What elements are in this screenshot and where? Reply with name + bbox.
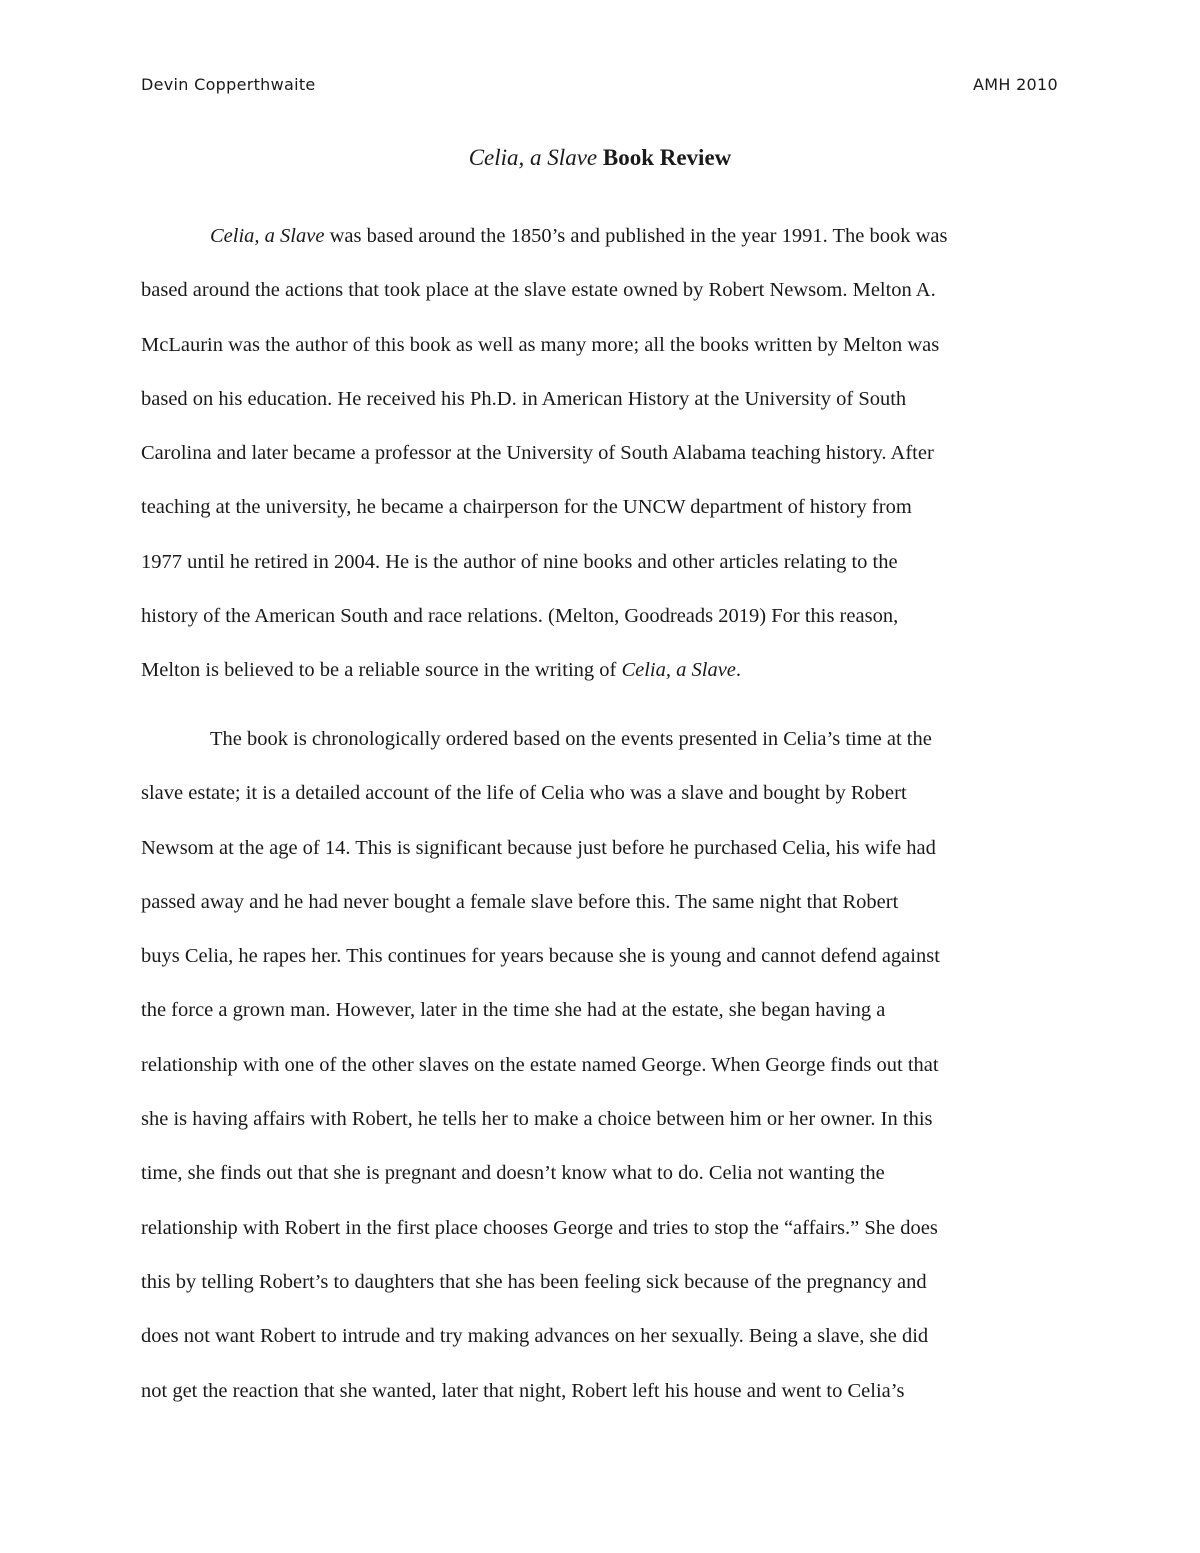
paragraph-line — [141, 643, 1059, 697]
paragraph-line: buys Celia, he rapes her. This continues for years because she is young and cannot defend against — [141, 945, 940, 968]
paragraph-line: relationship with Robert in the first place chooses George and tries to stop the “affairs.” She does — [141, 1216, 938, 1239]
paragraph-line: this by telling Robert’s to daughters that she has been feeling sick because of the pregnancy and — [141, 1270, 927, 1293]
title-book-name: Celia, a Slave — [468, 145, 598, 170]
paragraph-line: not get the reaction that she wanted, later that night, Robert left his house and went to Celia’s — [141, 1379, 905, 1402]
paragraph-line: based around the actions that took place at the slave estate owned by Robert Newsom. Melton A. — [141, 279, 936, 302]
book-title-inline: Celia, a Slave — [210, 225, 325, 247]
paragraph-line: teaching at the university, he became a chairperson for the UNCW department of history from — [141, 496, 912, 519]
paragraph-text: Melton is believed to be a reliable source in the writing of — [141, 659, 622, 682]
paragraph-line: history of the American South and race relations. (Melton, Goodreads 2019) For this reason, — [141, 605, 899, 628]
paragraph-line: she is having affairs with Robert, he tells her to make a choice between him or her owner. In this — [141, 1108, 933, 1131]
paragraph-line: passed away and he had never bought a female slave before this. The same night that Robert — [141, 890, 899, 913]
paragraph-line: slave estate; it is a detailed account of the life of Celia who was a slave and bought by Robert — [141, 782, 907, 805]
page-title — [0, 143, 1200, 173]
paragraph-1 — [141, 209, 1059, 698]
paragraph-line: time, she finds out that she is pregnant and doesn’t know what to do. Celia not wanting the — [141, 1162, 885, 1185]
paragraph-line: The book is chronologically ordered based on the events presented in Celia’s time at the — [210, 728, 932, 750]
paragraph-line: the force a grown man. However, later in the time she had at the estate, she began having a — [141, 999, 886, 1022]
paragraph-line: McLaurin was the author of this book as well as many more; all the books written by Melton was — [141, 333, 940, 356]
paragraph-text: was based around the 1850’s and published in the year 1991. The book was — [324, 225, 948, 247]
paragraph-line: Newsom at the age of 14. This is significant because just before he purchased Celia, his wife had — [141, 836, 936, 859]
paragraph-line: does not want Robert to intrude and try making advances on her sexually. Being a slave, she did — [141, 1325, 929, 1348]
book-title-inline: Celia, a Slave — [621, 659, 736, 682]
paragraph-line: 1977 until he retired in 2004. He is the author of nine books and other articles relating to the — [141, 550, 898, 573]
paragraph-line: based on his education. He received his Ph.D. in American History at the University of South — [141, 387, 907, 410]
header-course: AMH 2010 — [973, 75, 1058, 94]
paragraph-line — [141, 209, 1059, 263]
title-book-review: Book Review — [602, 145, 732, 170]
paragraph-line: Carolina and later became a professor at the University of South Alabama teaching history. After — [141, 442, 934, 465]
paragraph-line: relationship with one of the other slaves on the estate named George. When George finds out that — [141, 1053, 939, 1076]
paragraph-text: . — [735, 659, 742, 682]
header-author: Devin Copperthwaite — [141, 75, 316, 94]
paragraph-2 — [141, 712, 1059, 1418]
